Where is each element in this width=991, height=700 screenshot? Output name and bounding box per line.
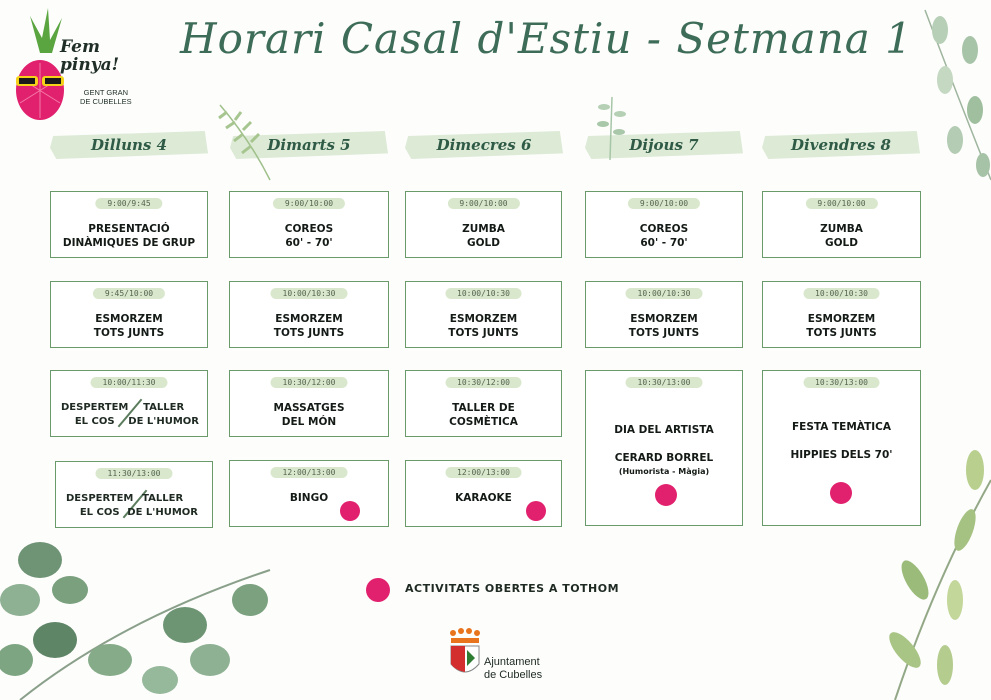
slot-time: 9:45/10:00: [93, 288, 165, 299]
slot-activity: DINÀMIQUES DE GRUP: [62, 237, 196, 249]
schedule-slot: [229, 281, 389, 348]
schedule-slot: [229, 191, 389, 258]
ajuntament-name: [484, 656, 542, 682]
slot-activity: DEL MÓN: [281, 416, 337, 428]
slot-activity: ZUMBA: [820, 223, 863, 235]
open-activity-dot: [830, 482, 852, 504]
day-header-wednesday: Dimecres 6: [405, 125, 563, 165]
day-header-tuesday: Dimarts 5: [230, 125, 388, 165]
legend-label: ACTIVITATS OBERTES A TOTHOM: [405, 582, 620, 595]
slot-activity: 60' - 70': [285, 237, 333, 249]
slot-time: 10:30/12:00: [271, 377, 348, 388]
day-header-friday: Divendres 8: [762, 125, 920, 165]
slot-time: 10:30/12:00: [445, 377, 522, 388]
slot-activity: TOTS JUNTS: [273, 327, 345, 339]
schedule-slot: [405, 191, 562, 258]
open-activity-dot: [526, 501, 546, 521]
slot-activity: TALLER DE: [452, 402, 515, 414]
slot-activity-right: TALLER: [142, 493, 184, 504]
slot-activity: DIA DEL ARTISTA: [614, 424, 714, 436]
logo-sub-2: DE CUBELLES: [80, 97, 132, 106]
slot-time: 9:00/9:45: [95, 198, 162, 209]
slot-activity: BINGO: [289, 492, 329, 504]
slot-activity: ESMORZEM: [807, 313, 876, 325]
day-header-monday: Dilluns 4: [50, 125, 208, 165]
slot-activity-right: DE L'HUMOR: [127, 507, 198, 518]
slot-activity: KARAOKE: [455, 492, 512, 504]
slot-activity: ESMORZEM: [95, 313, 163, 325]
slot-activity: CERARD BORREL: [614, 452, 714, 464]
page-title: Horari Casal d'Estiu - Setmana 1: [180, 14, 913, 63]
schedule-slot: [585, 281, 743, 348]
slot-time: 10:00/10:30: [445, 288, 522, 299]
slot-activity: ESMORZEM: [630, 313, 698, 325]
schedule-slot: [585, 191, 743, 258]
schedule-slot: [405, 281, 562, 348]
club-logo: [10, 8, 140, 128]
slot-activity: TOTS JUNTS: [628, 327, 700, 339]
slot-activity: COREOS: [639, 223, 689, 235]
slot-time: 9:00/10:00: [805, 198, 877, 209]
ajuntament-crest-icon: [447, 628, 483, 680]
slot-time: 12:00/13:00: [271, 467, 348, 478]
slot-activity: ESMORZEM: [275, 313, 343, 325]
schedule-slot: [229, 370, 389, 437]
slot-time: 10:00/10:30: [626, 288, 703, 299]
schedule-slot: [50, 281, 208, 348]
schedule-slot: [50, 370, 208, 437]
slot-activity: GOLD: [467, 237, 500, 249]
slot-activity: COSMÈTICA: [449, 416, 518, 428]
slot-activity: TOTS JUNTS: [806, 327, 877, 339]
slot-time: 10:30/13:00: [803, 377, 880, 388]
logo-slogan-2: pinya!: [60, 55, 120, 75]
schedule-slot: [229, 460, 389, 527]
schedule-slot: [585, 370, 743, 526]
slot-activity: TOTS JUNTS: [93, 327, 165, 339]
slot-time: 10:00/11:30: [91, 377, 168, 388]
slot-activity-left: EL COS: [79, 507, 120, 518]
slot-activity-left: EL COS: [74, 416, 115, 427]
slot-activity-right: DE L'HUMOR: [128, 416, 199, 427]
slot-activity: PRESENTACIÓ: [88, 223, 170, 235]
eucalyptus-leaves-icon: [0, 530, 290, 700]
schedule-slot: [405, 460, 562, 527]
slot-activity: 60' - 70': [640, 237, 688, 249]
schedule-slot: [762, 281, 921, 348]
open-activity-dot: [655, 484, 677, 506]
slot-activity: GOLD: [825, 237, 858, 249]
slot-activity: ESMORZEM: [449, 313, 518, 325]
slot-time: 10:00/10:30: [271, 288, 348, 299]
slot-time: 10:00/10:30: [803, 288, 880, 299]
legend-dot: [366, 578, 390, 602]
slot-activity: COREOS: [284, 223, 334, 235]
slot-time: 9:00/10:00: [447, 198, 519, 209]
slot-time: 12:00/13:00: [445, 467, 522, 478]
slot-activity: ZUMBA: [462, 223, 505, 235]
schedule-slot: [405, 370, 562, 437]
schedule-slot: [55, 461, 213, 528]
schedule-slot: [762, 191, 921, 258]
logo-slogan-1: Fem: [60, 37, 100, 57]
slot-activity: MASSATGES: [273, 402, 345, 414]
slot-activity-left: DESPERTEM: [66, 493, 134, 504]
day-header-thursday: Dijous 7: [585, 125, 743, 165]
schedule-slot: [762, 370, 921, 526]
slot-activity-right: TALLER: [143, 402, 185, 413]
schedule-slot: [50, 191, 208, 258]
ajuntament-line1: Ajuntament: [484, 656, 540, 668]
slot-activity: HIPPIES DELS 70': [790, 449, 893, 461]
slot-time: 9:00/10:00: [273, 198, 345, 209]
slot-time: 11:30/13:00: [96, 468, 173, 479]
ajuntament-line2: de Cubelles: [484, 669, 543, 681]
slot-time: 9:00/10:00: [628, 198, 700, 209]
slot-time: 10:30/13:00: [626, 377, 703, 388]
eucalyptus-leaves-icon: [915, 0, 991, 190]
slot-activity-left: DESPERTEM: [61, 402, 129, 413]
open-activity-dot: [340, 501, 360, 521]
logo-sub-1: GENT GRAN: [83, 88, 129, 97]
slot-activity: TOTS JUNTS: [448, 327, 519, 339]
slot-activity-note: (Humorista - Màgia): [618, 467, 710, 476]
slot-activity: FESTA TEMÀTICA: [791, 421, 892, 433]
